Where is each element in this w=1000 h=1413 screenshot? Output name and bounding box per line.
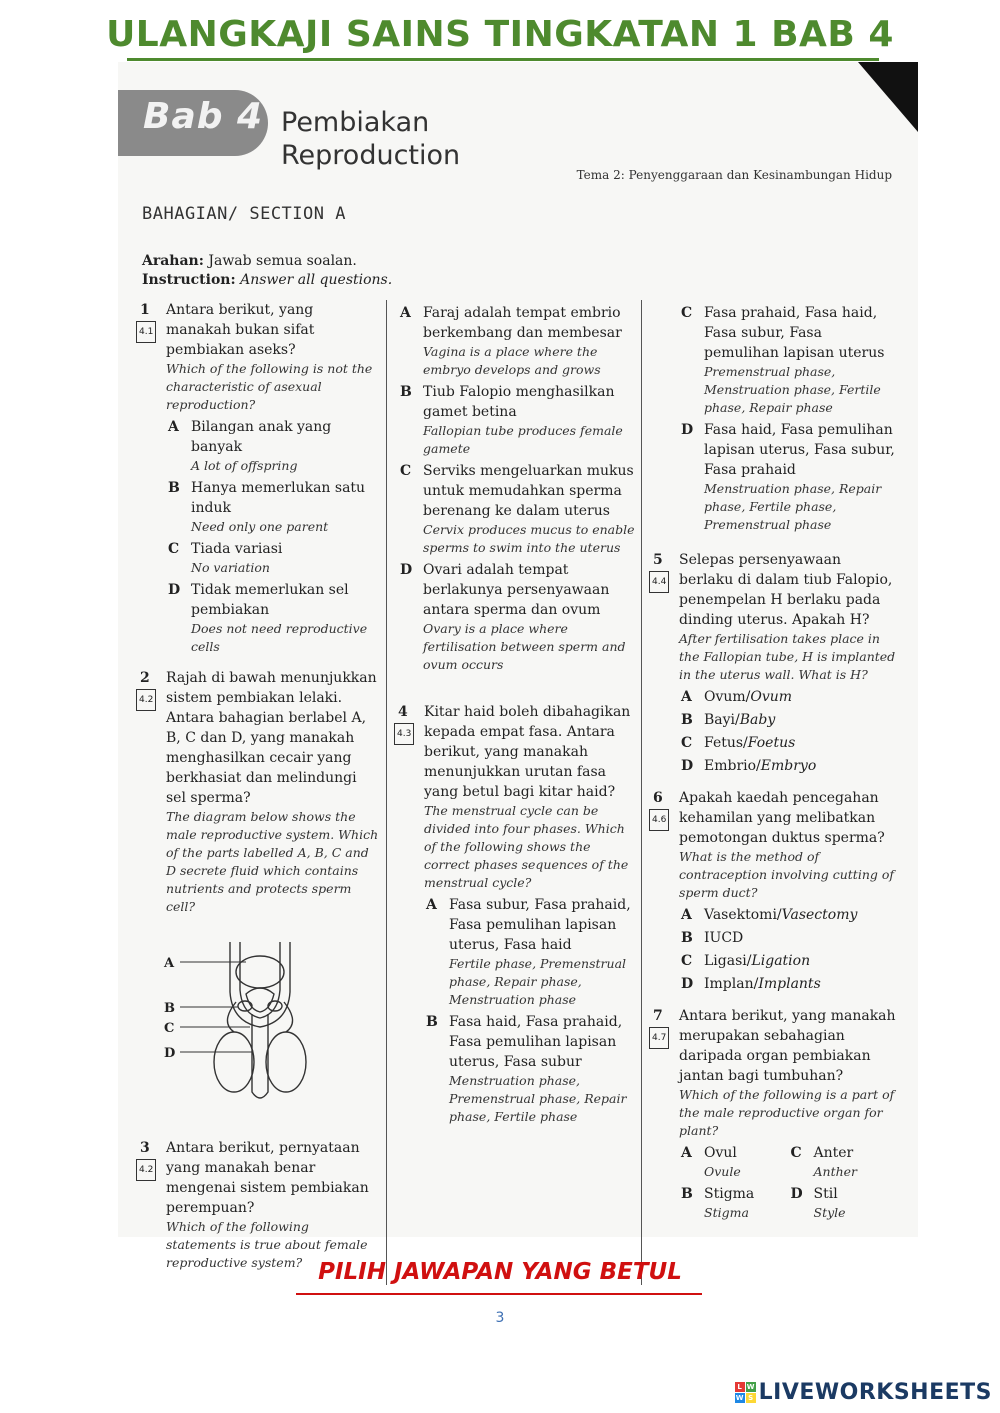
learning-standard-tag: 4.4 [649, 571, 669, 593]
option-text-en: No variation [191, 560, 270, 575]
option-letter: D [681, 976, 694, 992]
instr-ms-text: Jawab semua soalan. [208, 253, 357, 269]
column-1 [140, 300, 380, 1284]
question-text-ms: Selepas persenyawaan berlaku di dalam tiub Falopio, penempelan H berlaku pada dinding uterus. Apakah H? [679, 552, 893, 628]
option-text-ms: Embrio/ [704, 758, 761, 774]
option-text-ms: Serviks mengeluarkan mukus untuk memudahkan sperma berenang ke dalam uterus [423, 463, 634, 519]
option-text-en: Vasectomy [781, 907, 858, 923]
question-4-options-cont [653, 303, 898, 534]
option-letter: A [168, 419, 179, 435]
learning-standard-tag: 4.6 [649, 809, 669, 831]
question-7 [653, 1006, 898, 1222]
option-letter: A [681, 1145, 692, 1161]
answer-option-b[interactable] [166, 478, 380, 536]
question-text-ms: Apakah kaedah pencegahan kehamilan yang melibatkan pemotongan duktus sperma? [679, 790, 885, 846]
question-number: 5 [653, 552, 663, 568]
liveworksheets-wordmark: LIVEWORKSHEETS [758, 1380, 992, 1405]
learning-standard-tag: 4.1 [136, 321, 156, 343]
diagram-label-c: C [164, 1021, 175, 1036]
question-number: 2 [140, 670, 150, 686]
instr-ms-label: Arahan: [142, 253, 204, 269]
option-letter: A [681, 907, 692, 923]
answer-option-b[interactable] [679, 928, 898, 948]
diagram-label-a: A [164, 956, 175, 971]
question-text-en: What is the method of contraception involving cutting of sperm duct? [679, 849, 894, 900]
option-letter: B [400, 384, 412, 400]
question-text-en: Which of the following is a part of the male reproductive organ for plant? [679, 1087, 895, 1138]
option-text-ms: Tidak memerlukan sel pembiakan [191, 582, 349, 618]
option-letter: B [168, 480, 180, 496]
page-corner-mark [858, 62, 918, 132]
learning-standard-tag: 4.2 [136, 689, 156, 711]
liveworksheets-logo[interactable] [735, 1380, 992, 1405]
option-text-ms: Faraj adalah tempat embrio berkembang dan membesar [423, 305, 622, 341]
option-text-en: Does not need reproductive cells [191, 621, 368, 654]
answer-option-b[interactable] [679, 710, 898, 730]
question-1 [140, 300, 380, 656]
column-3 [653, 300, 898, 1234]
learning-standard-tag: 4.2 [136, 1159, 156, 1181]
learning-standard-tag: 4.3 [394, 723, 414, 745]
answer-option-a[interactable] [424, 895, 636, 1009]
question-3 [140, 1138, 380, 1272]
option-letter: A [426, 897, 437, 913]
question-text-ms: Antara berikut, pernyataan yang manakah benar mengenai sistem pembiakan perempuan? [166, 1140, 369, 1216]
question-5 [653, 550, 898, 776]
answer-option-a[interactable] [398, 303, 636, 379]
option-letter: C [790, 1145, 802, 1161]
chapter-title [281, 106, 460, 172]
question-number: 6 [653, 790, 663, 806]
option-text-en: Need only one parent [191, 519, 329, 534]
option-text-en: Implants [758, 976, 821, 992]
chapter-title-en: Reproduction [281, 140, 461, 171]
option-text-en: Ovum [750, 689, 793, 705]
option-text-ms: Fasa prahaid, Fasa haid, Fasa subur, Fasa pemulihan lapisan uterus [704, 305, 885, 361]
answer-option-d[interactable] [679, 756, 898, 776]
instr-en-label: Instruction: [142, 272, 236, 288]
option-letter: D [168, 582, 181, 598]
option-letter: D [400, 562, 413, 578]
option-text-ms: Ovul [704, 1145, 737, 1161]
scanned-page [118, 62, 918, 1270]
theme-line: Tema 2: Penyenggaraan dan Kesinambungan Hidup [576, 168, 892, 182]
option-text-ms: Stigma [704, 1186, 755, 1202]
option-text-en: Ligation [751, 953, 811, 969]
option-text-ms: Implan/ [704, 976, 759, 992]
option-letter: D [790, 1186, 803, 1202]
option-text-ms: Tiub Falopio menghasilkan gamet betina [423, 384, 615, 420]
instructions [142, 252, 392, 290]
answer-option-a[interactable] [679, 1143, 789, 1181]
option-letter: C [681, 735, 693, 751]
option-letter: C [168, 541, 180, 557]
question-2 [140, 668, 380, 1126]
option-text-en: Stigma [704, 1205, 749, 1220]
option-text-en: Fallopian tube produces female gamete [423, 423, 623, 456]
logo-tile: S [746, 1393, 756, 1403]
question-3-options [398, 303, 636, 674]
answer-option-d[interactable] [398, 560, 636, 674]
column-divider [641, 300, 642, 1285]
option-text-ms: Fasa haid, Fasa prahaid, Fasa pemulihan lapisan uterus, Fasa subur [449, 1014, 623, 1070]
option-text-ms: Bayi/ [704, 712, 740, 728]
option-text-en: Menstruation phase, Premenstrual phase, Repair phase, Fertile phase [449, 1073, 627, 1124]
question-text-ms: Antara berikut, yang manakah bukan sifat pembiakan aseks? [166, 302, 315, 358]
answer-option-d[interactable] [679, 420, 898, 534]
banner-underline [296, 1293, 702, 1295]
liveworksheets-logo-icon [735, 1382, 756, 1403]
answer-option-b[interactable] [424, 1012, 636, 1126]
option-text-en: Ovary is a place where fertilisation between sperm and ovum occurs [423, 621, 626, 672]
question-number: 3 [140, 1140, 150, 1156]
option-text-ms: Stil [813, 1186, 838, 1202]
option-text-en: Baby [739, 712, 776, 728]
question-text-en: After fertilisation takes place in the Fallopian tube, H is implanted in the uterus wall. What is H? [679, 631, 896, 682]
option-letter: B [426, 1014, 438, 1030]
answer-option-d[interactable] [166, 580, 380, 656]
instruction-banner: PILIH JAWAPAN YANG BETUL [318, 1259, 682, 1285]
question-text-ms: Antara berikut, yang manakah merupakan sebahagian daripada organ pembiakan jantan bagi tumbuhan? [679, 1008, 896, 1084]
question-number: 7 [653, 1008, 663, 1024]
answer-option-a[interactable] [679, 905, 898, 925]
question-text-en: Which of the following statements is true about female reproductive system? [166, 1219, 368, 1270]
column-2 [398, 300, 636, 1138]
option-text-en: Premenstrual phase, Menstruation phase, Fertile phase, Repair phase [704, 364, 881, 415]
option-text-ms: Fetus/ [704, 735, 748, 751]
option-text-en: Fertile phase, Premenstrual phase, Repair phase, Menstruation phase [449, 956, 627, 1007]
option-letter: B [681, 930, 693, 946]
answer-option-c[interactable] [679, 733, 898, 753]
option-text-en: Style [813, 1205, 846, 1220]
answer-option-b[interactable] [679, 1184, 789, 1222]
option-text-ms: Ovum/ [704, 689, 751, 705]
male-reproductive-diagram [150, 932, 370, 1112]
question-6 [653, 788, 898, 994]
logo-tile: W [735, 1394, 744, 1402]
option-letter: B [681, 712, 693, 728]
diagram-label-d: D [164, 1046, 176, 1061]
answer-option-b[interactable] [398, 382, 636, 458]
option-letter: D [681, 422, 694, 438]
page-number: 3 [495, 1310, 505, 1326]
question-text-en: The menstrual cycle can be divided into four phases. Which of the following shows the correct phases sequences of the menstrual cycle? [424, 803, 629, 890]
option-text-en: Foetus [747, 735, 796, 751]
logo-tile: W [746, 1383, 755, 1391]
answer-option-c[interactable] [679, 303, 898, 417]
option-text-ms: Ovari adalah tempat berlakunya persenyawaan antara sperma dan ovum [423, 562, 610, 618]
chapter-badge [118, 90, 268, 156]
question-text-ms: Kitar haid boleh dibahagikan kepada empat fasa. Antara berikut, yang manakah menunjukkan urutan fasa yang betul bagi kitar haid? [424, 704, 631, 800]
option-text-ms: IUCD [704, 930, 744, 946]
option-text-en: Anther [813, 1164, 858, 1179]
option-text-en: Cervix produces mucus to enable sperms to swim into the uterus [423, 522, 635, 555]
option-letter: D [681, 758, 694, 774]
diagram-label-b: B [164, 1001, 175, 1016]
answer-option-c[interactable] [398, 461, 636, 557]
option-text-en: A lot of offspring [191, 458, 298, 473]
worksheet-title: ULANGKAJI SAINS TINGKATAN 1 BAB 4 [106, 14, 894, 55]
option-letter: B [681, 1186, 693, 1202]
section-heading: BAHAGIAN/ SECTION A [142, 204, 346, 224]
option-letter: C [681, 305, 693, 321]
option-text-en: Vagina is a place where the embryo develops and grows [423, 344, 601, 377]
question-number: 1 [140, 302, 150, 318]
title-underline [127, 58, 879, 61]
answer-option-c[interactable] [679, 951, 898, 971]
instr-en-text: Answer all questions. [240, 272, 393, 288]
option-text-en: Embryo [760, 758, 817, 774]
option-letter: A [400, 305, 411, 321]
question-4 [398, 702, 636, 1126]
option-text-ms: Fasa subur, Fasa prahaid, Fasa pemulihan lapisan uterus, Fasa haid [449, 897, 631, 953]
option-text-ms: Anter [813, 1145, 854, 1161]
option-letter: C [681, 953, 693, 969]
answer-option-d[interactable] [789, 1184, 899, 1222]
option-text-ms: Ligasi/ [704, 953, 752, 969]
option-text-ms: Hanya memerlukan satu induk [191, 480, 366, 516]
option-text-ms: Bilangan anak yang banyak [191, 419, 332, 455]
answer-option-c[interactable] [166, 539, 380, 577]
question-text-en: The diagram below shows the male reproductive system. Which of the parts labelled A, B, C and D secrete fluid which contains nutrients and protects sperm cell? [166, 809, 379, 914]
option-text-ms: Tiada variasi [191, 541, 283, 557]
option-text-en: Ovule [704, 1164, 741, 1179]
question-number: 4 [398, 704, 408, 720]
answer-option-a[interactable] [166, 417, 380, 475]
option-letter: A [681, 689, 692, 705]
answer-option-a[interactable] [679, 687, 898, 707]
chapter-title-ms: Pembiakan [281, 107, 430, 138]
question-text-en: Which of the following is not the characteristic of asexual reproduction? [166, 361, 373, 412]
option-text-ms: Vasektomi/ [704, 907, 782, 923]
column-divider [386, 300, 387, 1285]
answer-option-d[interactable] [679, 974, 898, 994]
option-letter: C [400, 463, 412, 479]
option-text-ms: Fasa haid, Fasa pemulihan lapisan uterus, Fasa subur, Fasa prahaid [704, 422, 895, 478]
answer-option-c[interactable] [789, 1143, 899, 1181]
option-text-en: Menstruation phase, Repair phase, Fertile phase, Premenstrual phase [704, 481, 882, 532]
learning-standard-tag: 4.7 [649, 1027, 669, 1049]
question-text-ms: Rajah di bawah menunjukkan sistem pembiakan lelaki. Antara bahagian berlabel A, B, C dan D, yang manakah menghasilkan cecair yang berkhasiat dan melindungi sel sperma? [166, 670, 377, 806]
logo-tile: L [735, 1382, 745, 1392]
chapter-badge-label: Bab 4 [143, 96, 264, 137]
